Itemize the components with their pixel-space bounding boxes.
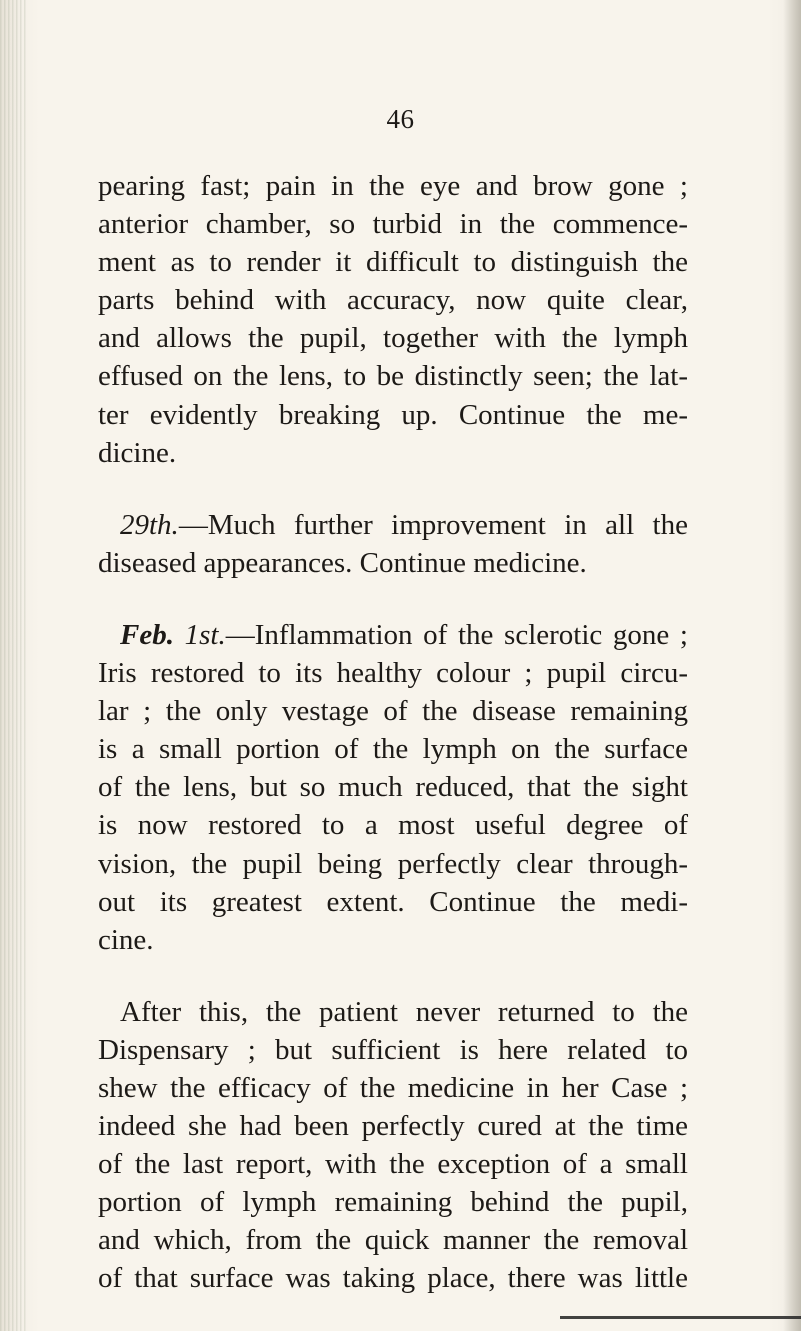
entry-date: 29th. <box>120 508 179 541</box>
text-line: ter evidently breaking up. Continue the me- <box>98 398 688 431</box>
text-line: of the last report, with the exception of a small <box>98 1148 688 1181</box>
paragraph-4 <box>98 993 688 1298</box>
page-right-edge <box>783 0 801 1331</box>
entry-text: —Much further improvement in all the <box>178 508 688 541</box>
text-line: of the lens, but so much reduced, that the sight <box>98 771 688 804</box>
text-line: and allows the pupil, together with the lymph <box>98 322 688 355</box>
entry-text: —Inflammation of the sclerotic gone ; <box>225 618 688 651</box>
text-line: parts behind with accuracy, now quite clear, <box>98 284 688 317</box>
text-line: Iris restored to its healthy colour ; pupil circu- <box>98 657 688 690</box>
dated-entry-line <box>98 616 688 654</box>
text-line: lar ; the only vestage of the disease remaining <box>98 695 688 728</box>
text-line: Dispensary ; but sufficient is here related to <box>98 1033 688 1066</box>
bottom-page-rule <box>560 1316 801 1319</box>
body-text <box>98 167 688 1298</box>
text-line: out its greatest extent. Continue the medi- <box>98 885 688 918</box>
text-line: indeed she had been perfectly cured at the time <box>98 1110 688 1143</box>
text-line: of that surface was taking place, there was little <box>98 1262 688 1295</box>
paragraph-2 <box>98 506 688 582</box>
text-line: anterior chamber, so turbid in the commence- <box>98 208 688 241</box>
dated-entry-line <box>98 506 688 544</box>
text-line: effused on the lens, to be distinctly seen; the lat- <box>98 360 688 393</box>
text-line: diseased appearances. Continue medicine. <box>98 546 587 579</box>
text-line: After this, the patient never returned to the <box>120 995 688 1028</box>
text-line: is a small portion of the lymph on the surface <box>98 733 688 766</box>
text-line: ment as to render it difficult to distinguish the <box>98 246 688 279</box>
text-line: cine. <box>98 923 154 956</box>
page-number: 46 <box>386 104 415 134</box>
text-line: is now restored to a most useful degree of <box>98 809 688 842</box>
entry-day: 1st. <box>184 618 226 651</box>
text-line: vision, the pupil being perfectly clear through- <box>98 847 688 880</box>
paragraph-3 <box>98 616 688 959</box>
text-line: and which, from the quick manner the removal <box>98 1224 688 1257</box>
entry-month: Feb. <box>120 618 174 651</box>
text-line: pearing fast; pain in the eye and brow gone ; <box>98 170 688 202</box>
text-line: dicine. <box>98 436 177 469</box>
page-left-edge <box>0 0 26 1331</box>
paragraph-1 <box>98 167 688 472</box>
text-line: portion of lymph remaining behind the pupil, <box>98 1186 688 1219</box>
text-line: shew the efficacy of the medicine in her Case ; <box>98 1071 688 1104</box>
